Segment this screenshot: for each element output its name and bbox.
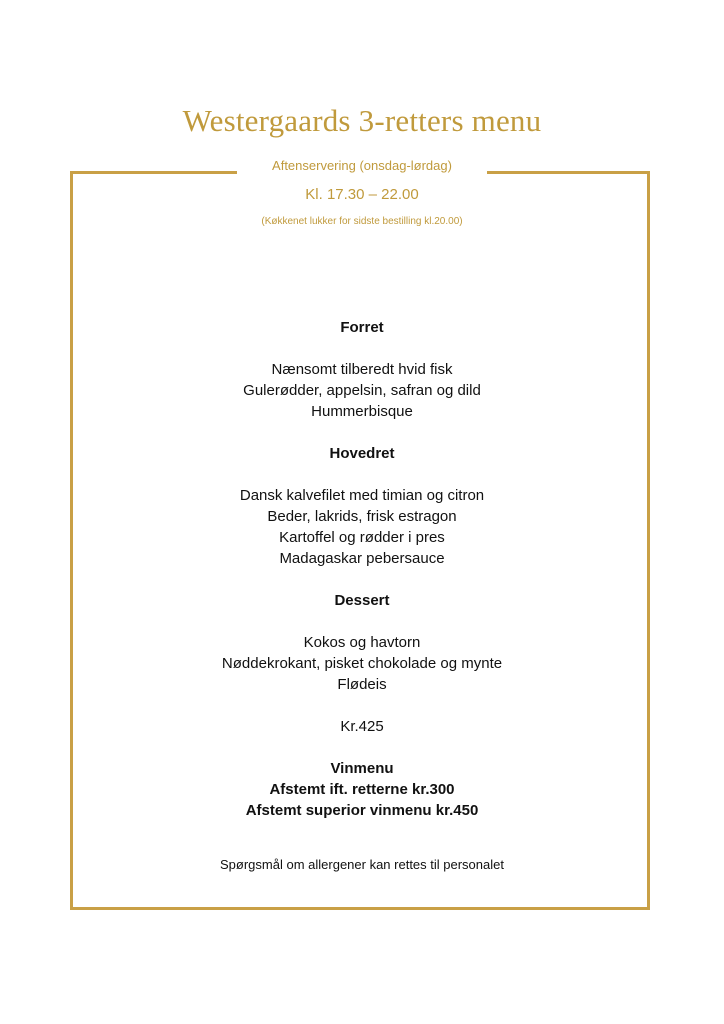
course-heading-starter: Forret [340,319,384,336]
spacer [0,338,724,359]
spacer [0,422,724,443]
menu-price: Kr.425 [340,718,384,735]
spacer [0,464,724,485]
menu-item: Nøddekrokant, pisket chokolade og mynte [221,655,503,672]
menu-item: Kartoffel og rødder i pres [279,529,445,546]
course-heading-dessert: Dessert [334,592,390,609]
service-hours: Kl. 17.30 – 22.00 [305,186,419,203]
wine-option: Afstemt superior vinmenu kr.450 [245,802,479,819]
menu-item: Hummerbisque [311,403,413,420]
wine-heading: Vinmenu [330,760,394,777]
menu-item: Gulerødder, appelsin, safran og dild [243,382,481,399]
menu-item: Kokos og havtorn [303,634,421,651]
spacer [0,695,724,716]
page-title: Westergaards 3-retters menu [182,103,542,138]
menu-item: Madagaskar pebersauce [279,550,445,567]
spacer [0,737,724,758]
menu-item: Nænsomt tilberedt hvid fisk [271,361,453,378]
spacer [0,569,724,590]
menu-item: Dansk kalvefilet med timian og citron [239,487,485,504]
menu-item: Beder, lakrids, frisk estragon [267,508,457,525]
menu-body [0,317,724,821]
kitchen-note: (Køkkenet lukker for sidste bestilling kl.20.00) [261,216,463,227]
spacer [0,611,724,632]
wine-option: Afstemt ift. retterne kr.300 [269,781,455,798]
service-days: Aftenservering (onsdag-lørdag) [272,158,452,173]
course-heading-main: Hovedret [329,445,395,462]
menu-item: Flødeis [337,676,387,693]
allergen-note: Spørgsmål om allergener kan rettes til personalet [220,857,504,872]
